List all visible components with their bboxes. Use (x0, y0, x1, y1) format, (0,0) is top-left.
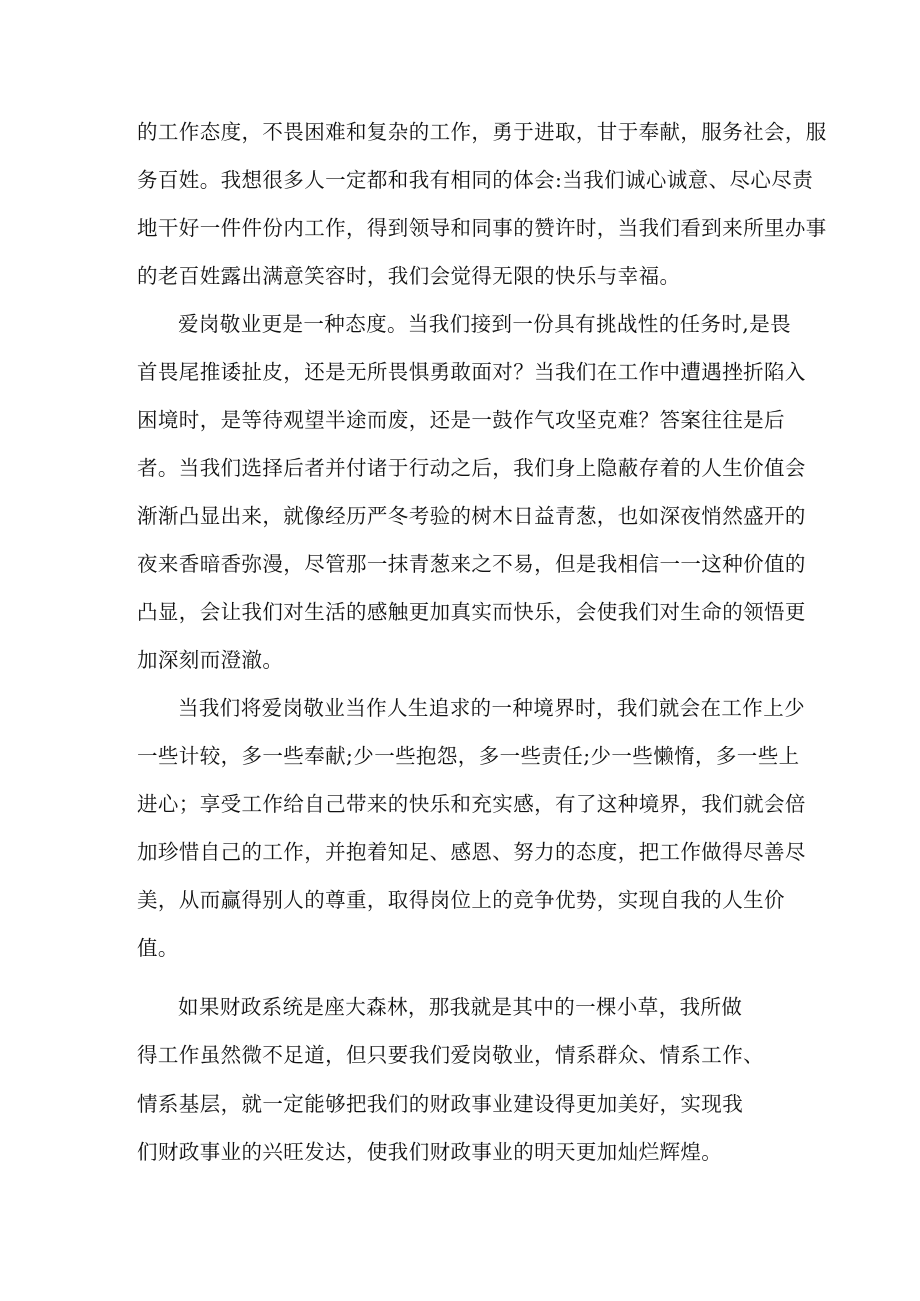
text-line: 加深刻而澄澈。 (137, 648, 284, 672)
text-line: 者。当我们选择后者并付诸于行动之后，我们身上隐蔽存着的人生价值会 (137, 456, 806, 480)
text-line: 渐渐凸显出来，就像经历严冬考验的树木日益青葱，也如深夜悄然盛开的 (137, 504, 806, 528)
text-line: 当我们将爱岗敬业当作人生追求的一种境界时，我们就会在工作上少 (178, 696, 805, 720)
text-line: 地干好一件件份内工作，得到领导和同事的赞许时，当我们看到来所里办事 (137, 216, 827, 240)
text-line: 情系基层，就一定能够把我们的财政事业建设得更加美好，实现我 (137, 1092, 744, 1116)
text-line: 加珍惜自己的工作，并抱着知足、感恩、努力的态度，把工作做得尽善尽 (137, 840, 806, 864)
text-line: 爱岗敬业更是一种态度。当我们接到一份具有挑战性的任务时,是畏 (178, 312, 792, 336)
text-line: 务百姓。我想很多人一定都和我有相同的体会:当我们诚心诚意、尽心尽责 (137, 168, 814, 192)
text-line: 凸显，会让我们对生活的感触更加真实而快乐，会使我们对生命的领悟更 (137, 600, 806, 624)
text-line: 夜来香暗香弥漫，尽管那一抹青葱来之不易，但是我相信一一这种价值的 (137, 552, 806, 576)
text-line: 如果财政系统是座大森林，那我就是其中的一棵小草，我所做 (178, 995, 743, 1019)
text-line: 得工作虽然微不足道，但只要我们爱岗敬业，情系群众、情系工作、 (137, 1043, 764, 1067)
text-line: 的工作态度，不畏困难和复杂的工作，勇于进取，甘于奉献，服务社会，服 (137, 120, 827, 144)
text-line: 困境时，是等待观望半途而废，还是一鼓作气攻坚克难？答案往往是后 (137, 408, 785, 432)
text-line: 们财政事业的兴旺发达，使我们财政事业的明天更加灿烂辉煌。 (137, 1140, 723, 1164)
text-line: 值。 (137, 936, 179, 960)
text-line: 的老百姓露出满意笑容时，我们会觉得无限的快乐与幸福。 (137, 264, 681, 288)
text-line: 首畏尾推诿扯皮，还是无所畏惧勇敢面对？当我们在工作中遭遇挫折陷入 (137, 360, 806, 384)
text-line: 美，从而赢得别人的尊重，取得岗位上的竞争优势，实现自我的人生价 (137, 888, 785, 912)
text-line: 进心；享受工作给自己带来的快乐和充实感，有了这种境界，我们就会倍 (137, 792, 806, 816)
text-line: 一些计较，多一些奉献;少一些抱怨，多一些责任;少一些懒惰，多一些上 (137, 744, 800, 768)
